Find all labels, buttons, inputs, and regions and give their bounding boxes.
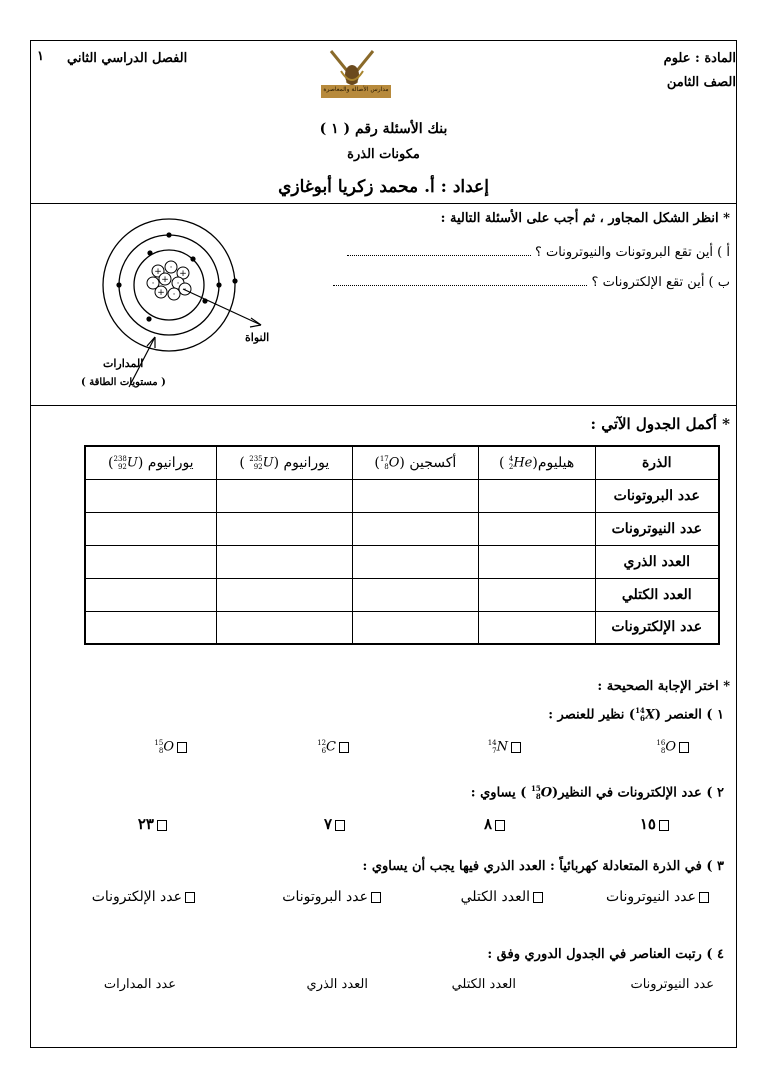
answer-cell[interactable]	[478, 479, 595, 512]
q2-instruction: * أكمل الجدول الآتي :	[590, 415, 730, 433]
q3-item2-question: ٢ ) عدد الإلكترونات في النظير( 15 8 O ) يساوي :	[470, 784, 724, 801]
table-row	[85, 479, 719, 512]
q3-item4-option[interactable]: عدد النيوترونات	[630, 977, 714, 992]
q1-b-answer-line[interactable]	[333, 285, 587, 286]
column-header: هيليوم( 4 2 He )	[478, 446, 595, 479]
worksheet-page	[30, 40, 737, 1048]
checkbox-icon[interactable]	[339, 742, 349, 753]
checkbox-icon[interactable]	[335, 820, 345, 831]
answer-cell[interactable]	[85, 611, 216, 644]
atoms-table	[84, 445, 720, 645]
q3-item2-option[interactable]: ٧	[324, 815, 348, 833]
q3-item2-option[interactable]: ٨	[484, 815, 508, 833]
checkbox-icon[interactable]	[533, 892, 543, 903]
answer-cell[interactable]	[352, 611, 478, 644]
row-header: عدد النيوترونات	[595, 512, 719, 545]
row-header: عدد الإلكترونات	[595, 611, 719, 644]
q1-b-question: ب ) أين تقع الإلكترونات ؟	[591, 275, 730, 290]
page-corner-number: ١	[37, 49, 44, 64]
q1-instruction: * انظر الشكل المجاور ، ثم أجب على الأسئلة التالية :	[440, 211, 730, 226]
q3-item1-option[interactable]: 16 8 O	[656, 739, 692, 755]
row-header: عدد البروتونات	[595, 479, 719, 512]
q3-item2-option[interactable]: ٢٣	[138, 815, 170, 833]
q3-item3-option[interactable]: عدد البروتونات	[282, 889, 384, 905]
answer-cell[interactable]	[216, 611, 352, 644]
answer-cell[interactable]	[216, 578, 352, 611]
checkbox-icon[interactable]	[511, 742, 521, 753]
table-row	[85, 545, 719, 578]
answer-cell[interactable]	[478, 578, 595, 611]
svg-text:·: ·	[169, 263, 173, 273]
subject-label: المادة : علوم	[663, 51, 736, 66]
answer-cell[interactable]	[352, 512, 478, 545]
q3-item4-option[interactable]: العدد الذري	[306, 977, 368, 992]
q3-item4-option[interactable]: العدد الكتلي	[451, 977, 516, 992]
table-row	[85, 512, 719, 545]
svg-text:+: +	[161, 275, 169, 285]
checkbox-icon[interactable]	[679, 742, 689, 753]
svg-text:·: ·	[172, 290, 176, 300]
section-divider	[31, 203, 736, 204]
q3-item1-question: ١ ) العنصر ( 14 6 X) نظير للعنصر :	[548, 706, 724, 723]
q3-item4-option[interactable]: عدد المدارات	[103, 977, 176, 992]
answer-cell[interactable]	[352, 479, 478, 512]
grade-label: الصف الثامن	[666, 75, 736, 90]
checkbox-icon[interactable]	[371, 892, 381, 903]
q3-item2-option[interactable]: ١٥	[640, 815, 672, 833]
bank-title: بنك الأسئلة رقم ( ١ )	[319, 121, 448, 137]
svg-text:·: ·	[176, 279, 180, 289]
energy-levels-label: ( مستويات الطاقة )	[81, 377, 166, 388]
checkbox-icon[interactable]	[157, 820, 167, 831]
topic-title: مكونات الذرة	[347, 147, 420, 162]
svg-text:+: +	[154, 267, 162, 277]
column-header: يورانيوم ( 238 92 U)	[85, 446, 216, 479]
logo-caption: مدارس الأصالة والمعاصرة	[323, 86, 389, 93]
author-line: إعداد : أ. محمد زكريا أبوغازي	[278, 177, 489, 197]
table-row	[85, 578, 719, 611]
answer-cell[interactable]	[216, 545, 352, 578]
checkbox-icon[interactable]	[699, 892, 709, 903]
q1-a-answer-line[interactable]	[347, 255, 531, 256]
q3-item1-option[interactable]: 12 6 C	[317, 739, 352, 755]
answer-cell[interactable]	[85, 545, 216, 578]
q3-item3-option[interactable]: عدد الإلكترونات	[92, 889, 198, 905]
q3-item1-option[interactable]: 15 8 O	[154, 739, 190, 755]
checkbox-icon[interactable]	[659, 820, 669, 831]
q1-a-row	[347, 245, 730, 260]
answer-cell[interactable]	[85, 578, 216, 611]
checkbox-icon[interactable]	[495, 820, 505, 831]
q3-item4-question: ٤ ) رتبت العناصر في الجدول الدوري وفق :	[487, 947, 724, 962]
answer-cell[interactable]	[478, 611, 595, 644]
svg-text:+: +	[157, 288, 165, 298]
school-logo	[307, 45, 401, 103]
q3-item1-option[interactable]: 14 7 N	[488, 739, 524, 755]
answer-cell[interactable]	[478, 545, 595, 578]
row-header: العدد الذري	[595, 545, 719, 578]
nucleus-label: النواة	[245, 331, 270, 344]
table-row	[85, 611, 719, 644]
svg-text:+: +	[179, 269, 187, 279]
answer-cell[interactable]	[216, 512, 352, 545]
checkbox-icon[interactable]	[177, 742, 187, 753]
q1-a-question: أ ) أين تقع البروتونات والنيوترونات ؟	[534, 245, 730, 260]
answer-cell[interactable]	[216, 479, 352, 512]
q3-item3-option[interactable]: العدد الكتلي	[461, 889, 546, 905]
answer-cell[interactable]	[478, 512, 595, 545]
table-corner-header: الذرة	[595, 446, 719, 479]
section-divider	[31, 405, 736, 406]
svg-text:·: ·	[151, 279, 155, 289]
answer-cell[interactable]	[85, 479, 216, 512]
q3-item3-option[interactable]: عدد النيوترونات	[606, 889, 712, 905]
crossed-swords-icon	[307, 45, 401, 103]
answer-cell[interactable]	[85, 512, 216, 545]
checkbox-icon[interactable]	[185, 892, 195, 903]
q3-instruction: * اختر الإجابة الصحيحة :	[597, 679, 730, 694]
answer-cell[interactable]	[352, 545, 478, 578]
atom-diagram	[83, 217, 343, 399]
atom-diagram-icon	[83, 217, 343, 399]
q1-b-row	[333, 275, 730, 290]
semester-label: الفصل الدراسي الثاني	[67, 51, 188, 66]
table-header-row	[85, 446, 719, 479]
orbits-label: المدارات	[103, 357, 144, 370]
answer-cell[interactable]	[352, 578, 478, 611]
column-header: يورانيوم ( 235 92 U )	[216, 446, 352, 479]
column-header: أكسجين ( 17 8 O)	[352, 446, 478, 479]
q3-item3-question: ٣ ) في الذرة المتعادلة كهربائياً : العدد الذري فيها يجب أن يساوي :	[362, 859, 724, 874]
row-header: العدد الكتلي	[595, 578, 719, 611]
